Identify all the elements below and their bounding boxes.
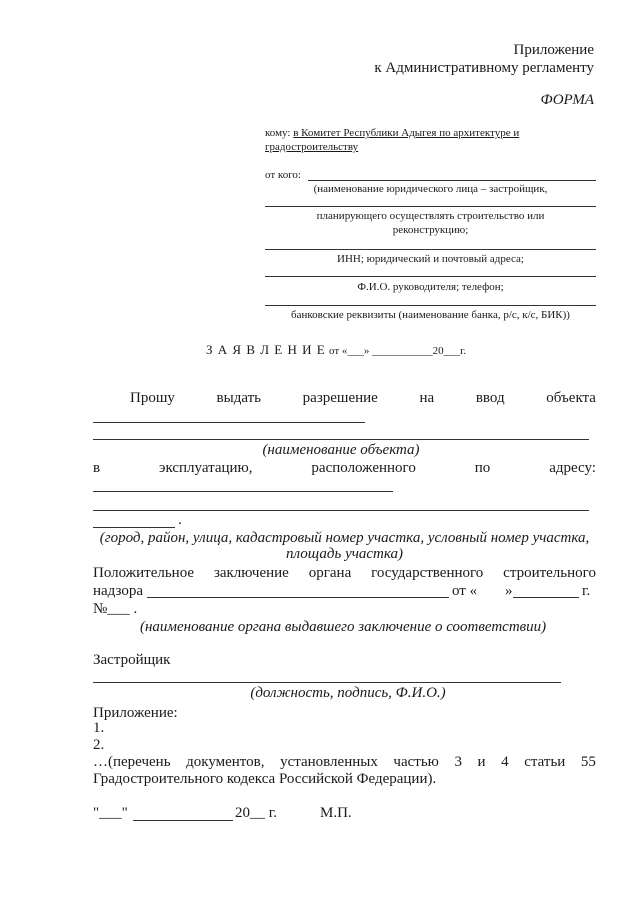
address-line-2: [93, 510, 589, 511]
address-end-dot: .: [178, 512, 182, 528]
p1-word: Прошу: [130, 390, 175, 406]
item3-word: 4: [501, 754, 509, 770]
from-line-5: [265, 305, 596, 306]
address-hint-1: (город, район, улица, кадастровый номер участка, условный номер участка,: [99, 530, 590, 546]
item3-word: 55: [580, 754, 596, 770]
from-hint-2b: реконструкцию;: [392, 224, 469, 236]
p1-word: на: [419, 390, 435, 406]
supervision-number: №___ .: [93, 601, 138, 617]
supervision-label: надзора: [93, 583, 143, 599]
address-line-3: [93, 527, 175, 528]
from-line-4: [265, 276, 596, 277]
header-regulation: к Административному регламенту: [374, 60, 594, 76]
object-hint: (наименование объекта): [262, 442, 420, 458]
object-line-2: [93, 439, 589, 440]
appendix-item-2: 2.: [93, 737, 105, 753]
p3-word: заключение: [213, 565, 289, 581]
from-hint-2a: планирующего осуществлять строительство или: [316, 210, 545, 222]
item3-word: …(перечень: [93, 754, 171, 770]
p3-word: государственного: [371, 565, 484, 581]
item3-word: установленных: [280, 754, 378, 770]
appendix-item-3: [93, 754, 596, 771]
appendix-label: Приложение:: [93, 705, 178, 721]
developer-line: [93, 682, 561, 683]
p1-word: объекта: [546, 390, 596, 406]
to-value-1: в Комитет Республики Адыгея по архитектуре и: [293, 127, 520, 139]
item3-word: статьи: [524, 754, 566, 770]
item3-word: 3: [454, 754, 462, 770]
statement-title: [206, 342, 466, 358]
p3-word: Положительное: [93, 565, 195, 581]
from-hint-4: Ф.И.О. руководителя; телефон;: [357, 281, 504, 293]
sign-date-year: 20__ г.: [235, 805, 277, 821]
from-hint-1: (наименование юридического лица – застройщик,: [313, 183, 548, 195]
to-value-2: градостроительству: [265, 141, 359, 153]
form-label: ФОРМА: [540, 92, 594, 108]
from-hint-3: ИНН; юридический и почтовый адреса;: [337, 253, 524, 265]
conclusion-line: [93, 565, 596, 582]
p2-word: расположенного: [311, 460, 416, 476]
header-appendix: Приложение: [513, 42, 594, 58]
developer-label: Застройщик: [93, 652, 171, 668]
statement-date: от «___» ___________20___г.: [328, 345, 467, 357]
from-line-2: [265, 206, 596, 207]
p1-word: выдать: [216, 390, 262, 406]
appendix-item-1: 1.: [93, 720, 105, 736]
p3-word: строительного: [503, 565, 596, 581]
supervision-date-year: г.: [582, 583, 591, 599]
operation-line: [93, 460, 596, 477]
sign-date-day: "___": [93, 805, 128, 821]
supervision-date-quote: »: [505, 583, 513, 599]
p2-word: по: [474, 460, 491, 476]
p2-word: в: [93, 460, 101, 476]
p1-word: ввод: [475, 390, 505, 406]
p2-word: адресу:: [549, 460, 596, 476]
supervision-line: [147, 597, 449, 598]
from-label: от кого:: [265, 169, 301, 181]
sign-date-line: [133, 820, 233, 821]
p1-word: разрешение: [302, 390, 378, 406]
address-line-1: [93, 491, 393, 492]
p2-word: эксплуатацию,: [159, 460, 253, 476]
to-label: кому:: [265, 127, 291, 139]
organ-hint: (наименование органа выдавшего заключение о соответствии): [140, 619, 547, 635]
supervision-date-line: [513, 597, 579, 598]
address-hint-2: площадь участка): [285, 546, 404, 562]
item3-word: документов,: [186, 754, 265, 770]
item3-word: частью: [393, 754, 439, 770]
statement-word: З А Я В Л Е Н И Е: [206, 342, 326, 357]
request-line: [130, 390, 596, 407]
seal-place: М.П.: [320, 805, 352, 821]
object-line-1: [93, 422, 365, 423]
appendix-item-3-line2: Градостроительного кодекса Российской Федерации).: [93, 771, 437, 787]
from-line-3: [265, 249, 596, 250]
to-line: [265, 127, 519, 139]
item3-word: и: [477, 754, 486, 770]
from-line: [308, 180, 596, 181]
p3-word: органа: [308, 565, 352, 581]
developer-hint: (должность, подпись, Ф.И.О.): [250, 685, 446, 701]
supervision-date-from: от «: [452, 583, 478, 599]
from-hint-5: банковские реквизиты (наименование банка, р/с, к/с, БИК)): [291, 309, 570, 321]
